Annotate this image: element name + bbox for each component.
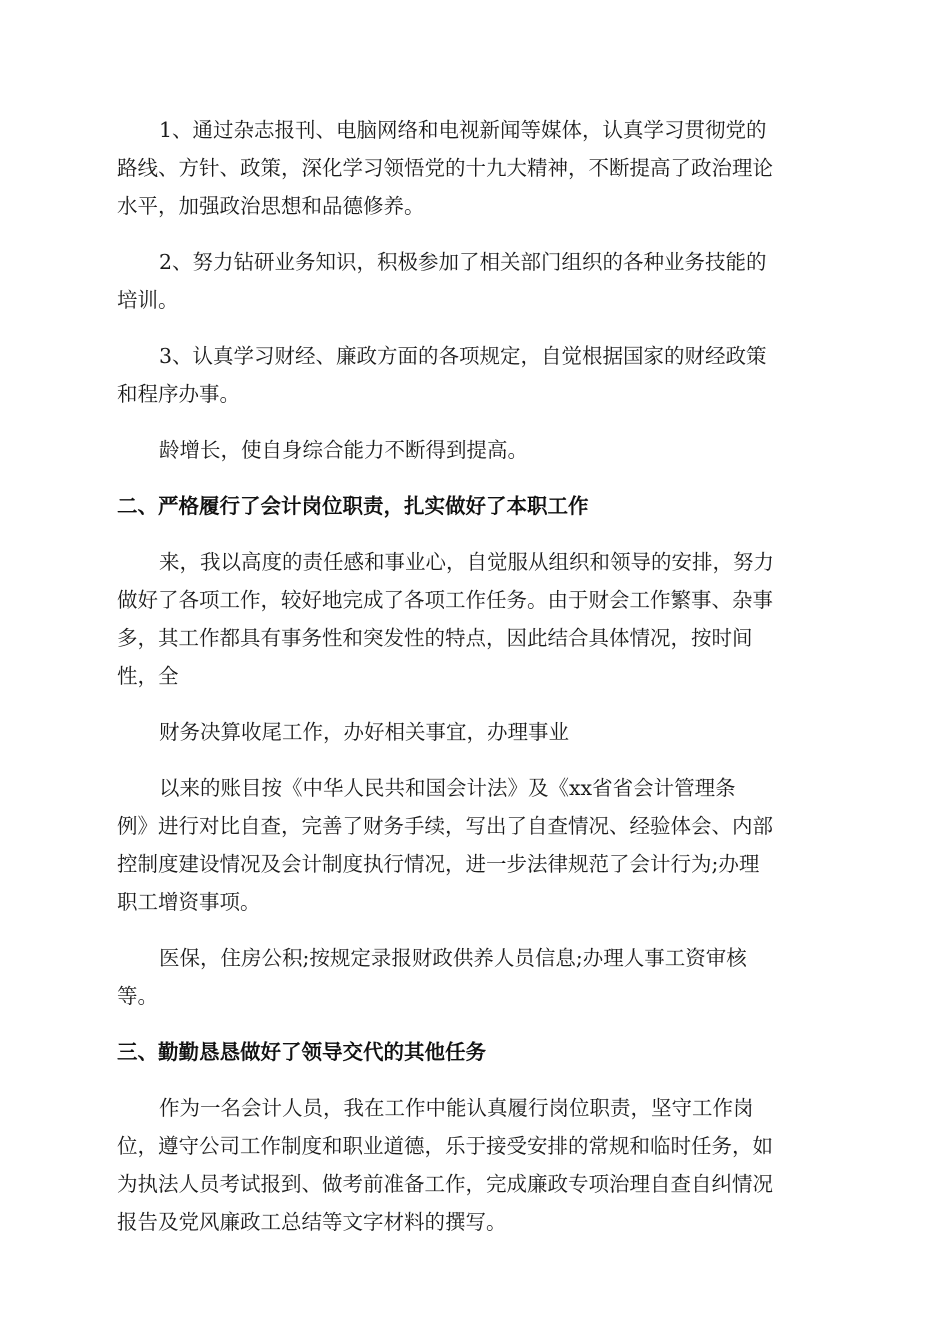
paragraph-accountant-role bbox=[117, 1089, 833, 1241]
text-line: 2、努力钻研业务知识，积极参加了相关部门组织的各种业务技能的 bbox=[159, 250, 767, 274]
text-line: 多，其工作都具有事务性和突发性的特点，因此结合具体情况，按时间 bbox=[117, 626, 753, 650]
document-body bbox=[117, 111, 833, 1259]
text-line: 财务决算收尾工作，办好相关事宜，办理事业 bbox=[159, 720, 569, 744]
paragraph-work-attitude bbox=[117, 543, 833, 695]
text-line: 职工增资事项。 bbox=[117, 890, 261, 914]
text-line: 培训。 bbox=[117, 288, 179, 312]
text-line: 做好了各项工作，较好地完成了各项工作任务。由于财会工作繁事、杂事 bbox=[117, 588, 773, 612]
text-line: 为执法人员考试报到、做考前准备工作，完成廉政专项治理自查自纠情况 bbox=[117, 1172, 773, 1196]
text-line: 以来的账目按《中华人民共和国会计法》及《xx省省会计管理条 bbox=[159, 776, 736, 800]
paragraph-final-accounts bbox=[117, 713, 833, 751]
paragraph-ability-improvement bbox=[117, 431, 833, 469]
paragraph-study-media bbox=[117, 111, 833, 225]
text-line: 来，我以高度的责任感和事业心，自觉服从组织和领导的安排，努力 bbox=[159, 550, 774, 574]
heading-text: 二、严格履行了会计岗位职责，扎实做好了本职工作 bbox=[117, 494, 589, 518]
text-line: 水平，加强政治思想和品德修养。 bbox=[117, 194, 425, 218]
text-line: 作为一名会计人员，我在工作中能认真履行岗位职责，坚守工作岗 bbox=[159, 1096, 754, 1120]
text-line: 1、通过杂志报刊、电脑网络和电视新闻等媒体，认真学习贯彻党的 bbox=[159, 118, 767, 142]
text-line: 性，全 bbox=[117, 664, 179, 688]
text-line: 例》进行对比自查，完善了财务手续，写出了自查情况、经验体会、内部 bbox=[117, 814, 773, 838]
paragraph-self-inspection bbox=[117, 769, 833, 921]
heading-text: 三、勤勤恳恳做好了领导交代的其他任务 bbox=[117, 1040, 486, 1064]
text-line: 等。 bbox=[117, 984, 158, 1008]
text-line: 和程序办事。 bbox=[117, 382, 240, 406]
paragraph-finance-rules bbox=[117, 337, 833, 413]
section-heading-other-tasks bbox=[117, 1033, 833, 1071]
text-line: 医保，住房公积;按规定录报财政供养人员信息;办理人事工资审核 bbox=[159, 946, 747, 970]
text-line: 3、认真学习财经、廉政方面的各项规定，自觉根据国家的财经政策 bbox=[159, 344, 767, 368]
text-line: 报告及党风廉政工总结等文字材料的撰写。 bbox=[117, 1210, 507, 1234]
paragraph-business-training bbox=[117, 243, 833, 319]
text-line: 龄增长，使自身综合能力不断得到提高。 bbox=[159, 438, 528, 462]
text-line: 位，遵守公司工作制度和职业道德，乐于接受安排的常规和临时任务，如 bbox=[117, 1134, 773, 1158]
text-line: 路线、方针、政策，深化学习领悟党的十九大精神，不断提高了政治理论 bbox=[117, 156, 773, 180]
section-heading-accounting-duties bbox=[117, 487, 833, 525]
text-line: 控制度建设情况及会计制度执行情况，进一步法律规范了会计行为;办理 bbox=[117, 852, 760, 876]
paragraph-insurance-payroll bbox=[117, 939, 833, 1015]
